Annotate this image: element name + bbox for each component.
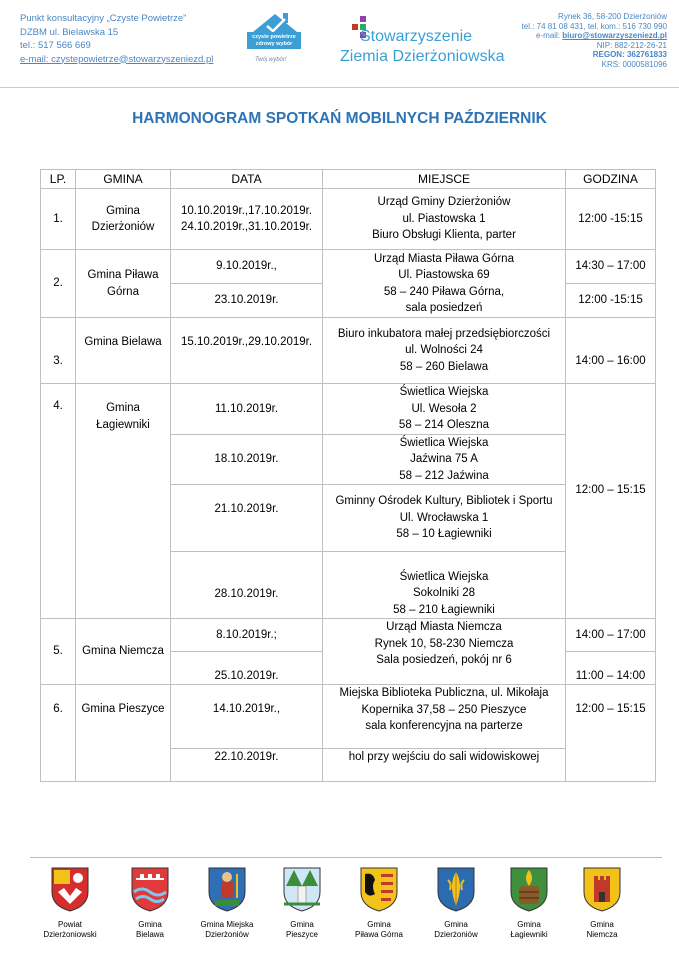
cell-date: 25.10.2019r. <box>171 652 323 685</box>
pilawa-crest-icon <box>359 866 399 912</box>
cell-gmina: Gmina Pieszyce <box>76 685 171 782</box>
cell-place: Świetlica Wiejska Sokolniki 28 58 – 210 Łagiewniki <box>323 552 566 619</box>
table-header-row <box>41 170 656 189</box>
dzierzoniow-city-crest-icon <box>207 866 247 912</box>
cell-time: 14:00 – 17:00 <box>566 619 656 652</box>
cell-place: Miejska Biblioteka Publiczna, ul. Mikołaja Kopernika 37,58 – 250 Pieszyce sala konferencyjna na parterze <box>323 685 566 749</box>
cell-gmina: Gmina Piława Górna <box>76 250 171 318</box>
cell-lp: 6. <box>41 685 76 782</box>
logo-tagline: Twój wybór! <box>255 57 287 63</box>
powiat-crest-icon <box>50 866 90 912</box>
cell-time: 12:00 – 15:15 <box>566 384 656 619</box>
header-divider <box>0 87 679 88</box>
cell-date: 28.10.2019r. <box>171 552 323 619</box>
crest-pilawa: Gmina Piława Górna <box>347 866 411 940</box>
cell-date: 22.10.2019r. <box>171 749 323 782</box>
contact-org: Punkt konsultacyjny „Czyste Powietrze” <box>20 13 187 24</box>
logo-line-1: Stowarzyszenie <box>360 28 473 45</box>
cell-lp: 2. <box>41 250 76 318</box>
contact-block-right <box>522 12 667 70</box>
cell-date: 14.10.2019r., <box>171 685 323 749</box>
cell-lp: 5. <box>41 619 76 685</box>
cell-place: Urząd Miasta Niemcza Rynek 10, 58-230 Niemcza Sala posiedzeń, pokój nr 6 <box>323 619 566 685</box>
cell-place: Biuro inkubatora małej przedsiębiorczości ul. Wolności 24 58 – 260 Bielawa <box>323 318 566 384</box>
crest-dzierzoniow-city: Gmina Miejska Dzierżoniów <box>195 866 259 940</box>
org-address: Rynek 36, 58-200 Dzierżoniów <box>558 12 667 21</box>
logo-band: czyste powietrze zdrowy wybór <box>247 32 301 49</box>
table-row <box>41 189 656 250</box>
cell-date: 15.10.2019r.,29.10.2019r. <box>171 318 323 384</box>
house-icon <box>249 10 301 34</box>
cell-lp: 3. <box>41 318 76 384</box>
logo-line-2: Ziemia Dzierżoniowska <box>340 48 505 65</box>
cell-time: 12:00 -15:15 <box>566 189 656 250</box>
org-krs: KRS: 0000581096 <box>601 59 667 69</box>
cell-place: Urząd Gminy Dzierżoniów ul. Piastowska 1 Biuro Obsługi Klienta, parter <box>323 189 566 250</box>
org-email-link[interactable]: biuro@stowarzyszeniezd.pl <box>562 31 667 41</box>
cell-date: 18.10.2019r. <box>171 434 323 485</box>
cell-date: 8.10.2019r.; <box>171 619 323 652</box>
cell-gmina: Gmina Łagiewniki <box>76 384 171 619</box>
header-miejsce: MIEJSCE <box>323 170 566 189</box>
cell-gmina: Gmina Bielawa <box>76 318 171 384</box>
table-row <box>41 685 656 749</box>
cell-place: Świetlica Wiejska Ul. Wesoła 2 58 – 214 Oleszna <box>323 384 566 435</box>
cell-date: 23.10.2019r. <box>171 284 323 318</box>
schedule-table <box>40 169 656 782</box>
cell-lp: 4. <box>41 384 76 619</box>
crest-pieszyce: Gmina Pieszyce <box>270 866 334 940</box>
contact-block-left <box>20 12 213 66</box>
cell-place: Świetlica Wiejska Jaźwina 75 A 58 – 212 Jaźwina <box>323 434 566 485</box>
czyste-powietrze-logo <box>247 10 307 68</box>
cell-time: 14:30 – 17:00 <box>566 250 656 284</box>
org-email-row: e-mail: biuro@stowarzyszeniezd.pl <box>536 31 667 41</box>
cell-date: 9.10.2019r., <box>171 250 323 284</box>
org-phone: tel.: 74 81 08 431, tel. kom.: 516 730 990 <box>521 21 667 31</box>
bielawa-crest-icon <box>130 866 170 912</box>
crest-bielawa: Gmina Bielawa <box>118 866 182 940</box>
cell-gmina: Gmina Niemcza <box>76 619 171 685</box>
cell-place: Urząd Miasta Piława Górna Ul. Piastowska 69 58 – 240 Piława Górna, sala posiedzeń <box>323 250 566 318</box>
cell-place: Gminny Ośrodek Kultury, Bibliotek i Sportu Ul. Wrocławska 1 58 – 10 Łagiewniki <box>323 485 566 552</box>
pieszyce-crest-icon <box>282 866 322 912</box>
table-row <box>41 318 656 384</box>
table-row <box>41 619 656 652</box>
cell-gmina: Gmina Dzierżoniów <box>76 189 171 250</box>
dzierzoniow-crest-icon <box>436 866 476 912</box>
crest-niemcza: Gmina Niemcza <box>570 866 634 940</box>
crest-lagiewniki: Gmina Łagiewniki <box>497 866 561 940</box>
header-godzina: GODZINA <box>566 170 656 189</box>
org-regon: REGON: 362761833 <box>592 50 667 60</box>
contact-address: DZBM ul. Bielawska 15 <box>20 26 119 38</box>
contact-email-link[interactable]: e-mail: czystepowietrze@stowarzyszeniezd.pl <box>20 53 214 65</box>
table-row <box>41 384 656 435</box>
cell-time: 12:00 -15:15 <box>566 284 656 318</box>
header-lp: LP. <box>41 170 76 189</box>
header-gmina: GMINA <box>76 170 171 189</box>
crest-dzierzoniow: Gmina Dzierżoniów <box>424 866 488 940</box>
cell-time: 11:00 – 14:00 <box>566 652 656 685</box>
cell-date: 21.10.2019r. <box>171 485 323 552</box>
cell-time: 12:00 – 15:15 <box>566 685 656 782</box>
cell-date: 11.10.2019r. <box>171 384 323 435</box>
cell-lp: 1. <box>41 189 76 250</box>
header-data: DATA <box>171 170 323 189</box>
table-row <box>41 250 656 284</box>
cell-date: 10.10.2019r.,17.10.2019r. 24.10.2019r.,31.10.2019r. <box>171 189 323 250</box>
org-nip: NIP: 882-212-26-21 <box>596 40 667 50</box>
footer-divider <box>30 857 662 858</box>
cell-time: 14:00 – 16:00 <box>566 318 656 384</box>
lagiewniki-crest-icon <box>509 866 549 912</box>
niemcza-crest-icon <box>582 866 622 912</box>
crest-powiat: Powiat Dzierżoniowski <box>38 866 102 940</box>
page-title: HARMONOGRAM SPOTKAŃ MOBILNYCH PAŹDZIERNIK <box>132 110 547 127</box>
cell-place: hol przy wejściu do sali widowiskowej <box>323 749 566 782</box>
contact-phone: tel.: 517 566 669 <box>20 40 91 51</box>
